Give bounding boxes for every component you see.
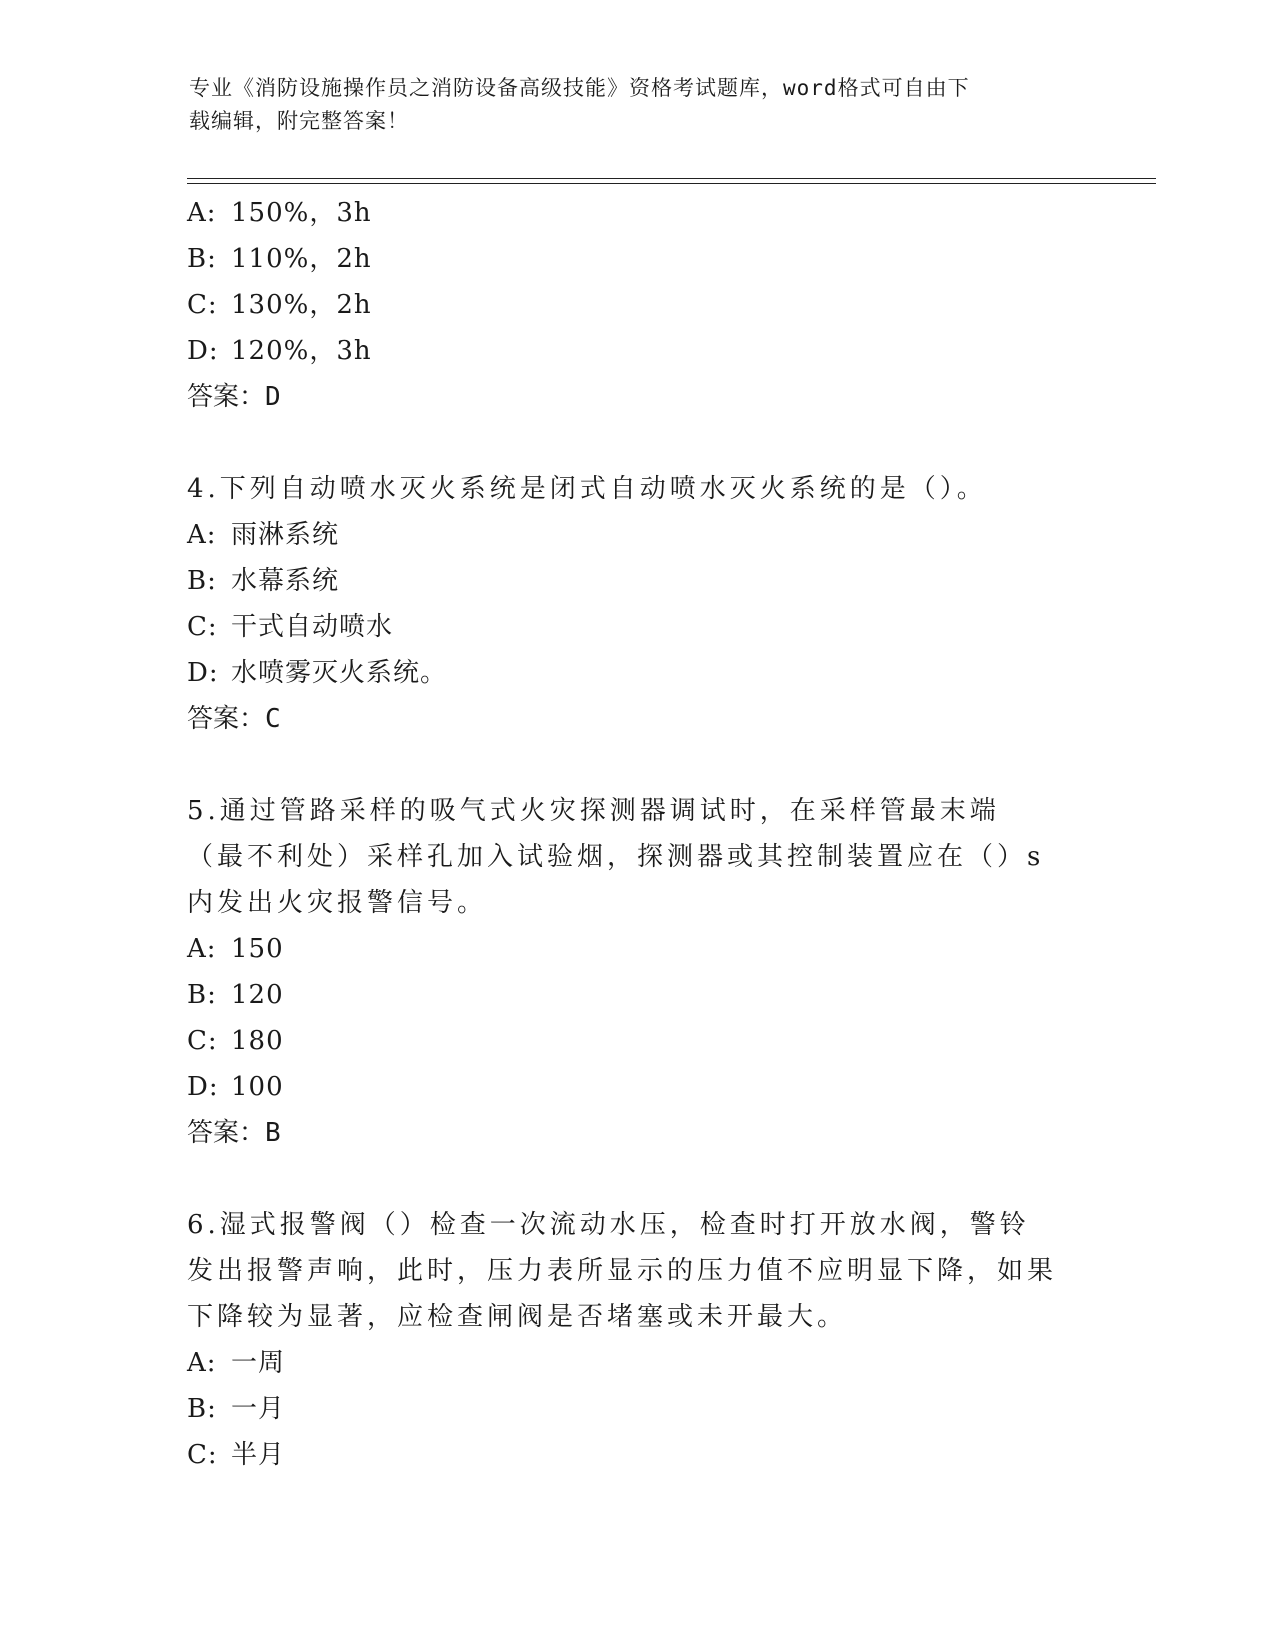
option-text: 150%，3h <box>231 198 372 228</box>
question-block-5 <box>187 788 1087 1156</box>
question-text: 5.通过管路采样的吸气式火灾探测器调试时，在采样管最末端（最不利处）采样孔加入试验烟，探测器或其控制装置应在（）s内发出火灾报警信号。 <box>187 796 1045 918</box>
answer-line: 答案：B <box>187 1118 281 1148</box>
option-label: C: <box>187 290 218 320</box>
question-block-4 <box>187 466 1087 742</box>
option-b <box>187 558 1087 604</box>
option-label: C: <box>187 612 218 642</box>
option-text: 干式自动喷水 <box>231 612 394 642</box>
option-b <box>187 236 1087 282</box>
option-text: 120%，3h <box>231 336 372 366</box>
answer-line: 答案：D <box>187 382 281 412</box>
header-line-2: 载编辑，附完整答案！ <box>189 109 409 133</box>
spacer <box>187 1156 1087 1202</box>
option-label: A: <box>187 520 217 550</box>
option-d <box>187 328 1087 374</box>
option-c <box>187 282 1087 328</box>
document-header <box>189 72 1089 138</box>
option-text: 一周 <box>231 1348 286 1378</box>
question-block-3 <box>187 190 1087 420</box>
option-a <box>187 512 1087 558</box>
option-label: C: <box>187 1026 218 1056</box>
option-text: 130%，2h <box>231 290 372 320</box>
option-label: B: <box>187 1394 217 1424</box>
header-divider-bottom <box>187 183 1156 184</box>
option-label: C: <box>187 1440 218 1470</box>
option-label: B: <box>187 244 217 274</box>
option-a <box>187 926 1087 972</box>
option-d <box>187 650 1087 696</box>
option-label: D: <box>187 1072 219 1102</box>
option-b <box>187 972 1087 1018</box>
option-text: 100 <box>231 1072 284 1102</box>
option-b <box>187 1386 1087 1432</box>
option-text: 半月 <box>231 1440 286 1470</box>
option-a <box>187 190 1087 236</box>
option-c <box>187 604 1087 650</box>
spacer <box>187 742 1087 788</box>
question-block-6 <box>187 1202 1087 1478</box>
question-text: 4.下列自动喷水灭火系统是闭式自动喷水灭火系统的是（）。 <box>187 474 987 504</box>
option-label: A: <box>187 934 217 964</box>
option-label: B: <box>187 980 217 1010</box>
option-text: 水喷雾灭火系统。 <box>231 658 448 688</box>
answer-line: 答案：C <box>187 704 281 734</box>
option-text: 180 <box>231 1026 284 1056</box>
option-c <box>187 1432 1087 1478</box>
option-label: D: <box>187 336 219 366</box>
option-c <box>187 1018 1087 1064</box>
option-label: D: <box>187 658 219 688</box>
option-text: 120 <box>231 980 284 1010</box>
option-a <box>187 1340 1087 1386</box>
option-label: A: <box>187 198 217 228</box>
option-label: B: <box>187 566 217 596</box>
header-line-1: 专业《消防设施操作员之消防设备高级技能》资格考试题库，word格式可自由下 <box>189 76 970 100</box>
option-text: 110%，2h <box>231 244 372 274</box>
option-d <box>187 1064 1087 1110</box>
option-label: A: <box>187 1348 217 1378</box>
option-text: 雨淋系统 <box>231 520 340 550</box>
spacer <box>187 420 1087 466</box>
option-text: 水幕系统 <box>231 566 340 596</box>
question-list <box>187 190 1087 1478</box>
question-text: 6.湿式报警阀（）检查一次流动水压，检查时打开放水阀，警铃发出报警声响，此时，压力表所显示的压力值不应明显下降，如果下降较为显著，应检查闸阀是否堵塞或未开最大。 <box>187 1210 1058 1332</box>
option-text: 一月 <box>231 1394 286 1424</box>
option-text: 150 <box>231 934 284 964</box>
header-divider-top <box>187 178 1156 179</box>
